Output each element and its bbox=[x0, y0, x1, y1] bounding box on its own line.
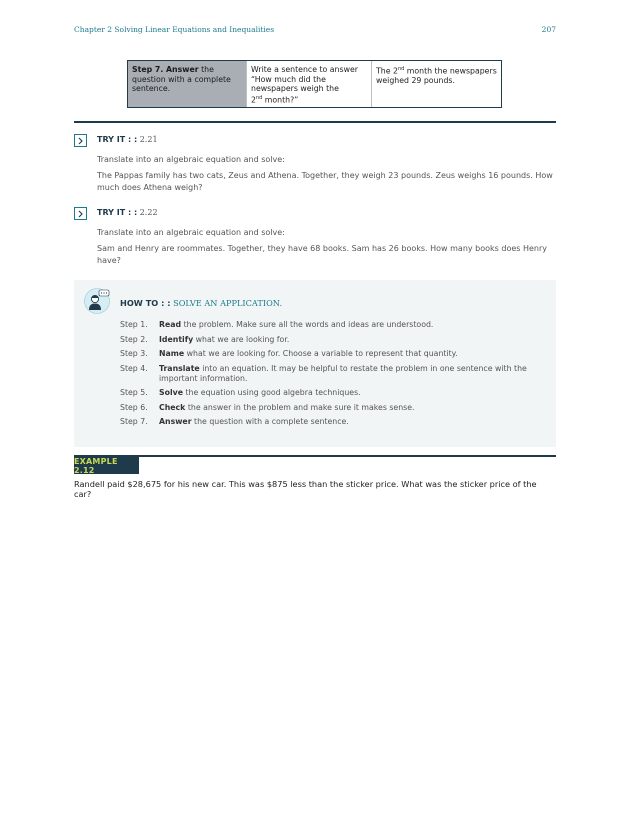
step-table bbox=[127, 60, 502, 108]
step-number: Step 7. bbox=[120, 417, 148, 426]
how-to-step bbox=[120, 403, 540, 413]
step-number: Step 6. bbox=[120, 402, 148, 412]
ordinal-number: 2 bbox=[392, 66, 398, 76]
try-it-instruction: Translate into an algebraic equation and solve: bbox=[97, 155, 285, 164]
try-it-label: TRY IT : : bbox=[97, 208, 138, 217]
ordinal-suffix: nd bbox=[397, 66, 405, 72]
try-it-problem: The Pappas family has two cats, Zeus and Athena. Together, they weigh 23 pounds. Zeus weighs 16 pounds. How much does Athena weigh? bbox=[97, 171, 553, 192]
how-to-box bbox=[74, 280, 556, 447]
page-header bbox=[74, 25, 556, 34]
how-to-step bbox=[120, 388, 540, 398]
chapter-title: Chapter 2 Solving Linear Equations and Inequalities bbox=[74, 25, 275, 34]
try-it-heading bbox=[97, 135, 158, 144]
step-description: into an equation. It may be helpful to restate the problem in one sentence with the important information. bbox=[159, 363, 527, 383]
ordinal-suffix: nd bbox=[255, 94, 263, 101]
step-table-instruction-cell bbox=[247, 61, 372, 107]
step-number: Step 1. bbox=[120, 320, 148, 329]
how-to-title: SOLVE AN APPLICATION. bbox=[173, 298, 283, 308]
step-number: Step 5. bbox=[120, 388, 148, 397]
step-keyword: Check bbox=[159, 402, 186, 412]
step-description: what we are looking for. Choose a variable to represent that quantity. bbox=[184, 349, 458, 358]
step-description: what we are looking for. bbox=[193, 334, 290, 344]
instruction-text: Write a sentence to answer “How much did the newspapers weigh the bbox=[251, 65, 358, 93]
example-problem: Randell paid $28,675 for his new car. This was $875 less than the sticker price. What was the sticker price of the car? bbox=[74, 479, 537, 499]
ordinal-number: 2 bbox=[251, 95, 256, 105]
answer-text: The bbox=[376, 66, 393, 76]
chevron-right-icon[interactable] bbox=[74, 134, 87, 147]
try-it-problem: Sam and Henry are roommates. Together, they have 68 books. Sam has 26 books. How many books does Henry have? bbox=[97, 244, 548, 265]
step-keyword: Name bbox=[159, 349, 185, 358]
step-keyword: Identify bbox=[159, 334, 194, 344]
how-to-heading bbox=[120, 298, 282, 308]
try-it-2-22 bbox=[74, 207, 556, 267]
step-keyword: Answer bbox=[159, 417, 192, 426]
step-description: the problem. Make sure all the words and ideas are understood. bbox=[181, 320, 434, 329]
try-it-number: 2.22 bbox=[139, 208, 158, 217]
step-number: Step 2. bbox=[120, 334, 148, 344]
step-number: Step 4. bbox=[120, 363, 148, 373]
step-label: Step 7. Answer bbox=[132, 65, 199, 74]
step-keyword: Solve bbox=[159, 388, 184, 397]
try-it-number: 2.21 bbox=[139, 135, 158, 144]
try-it-instruction: Translate into an algebraic equation and solve: bbox=[97, 228, 285, 237]
step-description: the equation using good algebra techniques. bbox=[183, 388, 361, 397]
step-keyword: Translate bbox=[159, 363, 200, 373]
step-description: the question with a complete sentence. bbox=[191, 417, 349, 426]
person-icon bbox=[84, 288, 110, 314]
try-it-2-21 bbox=[74, 134, 556, 194]
try-it-heading bbox=[97, 208, 158, 217]
step-table-answer-cell bbox=[372, 61, 501, 107]
instruction-text-end: month?” bbox=[262, 95, 299, 105]
how-to-step bbox=[120, 335, 540, 345]
how-to-step bbox=[120, 349, 540, 359]
step-number: Step 3. bbox=[120, 349, 148, 358]
step-text: the question with a complete sentence. bbox=[132, 65, 231, 93]
page-number: 207 bbox=[541, 25, 556, 34]
how-to-label: HOW TO : : bbox=[120, 298, 171, 308]
how-to-step bbox=[120, 320, 540, 330]
answer-text-end: month the newspapers weighed 29 pounds. bbox=[376, 66, 497, 86]
chevron-right-icon[interactable] bbox=[74, 207, 87, 220]
how-to-steps bbox=[120, 320, 540, 427]
step-table-step-cell bbox=[128, 61, 247, 107]
section-divider bbox=[74, 121, 556, 123]
step-description: the answer in the problem and make sure it makes sense. bbox=[185, 402, 415, 412]
how-to-step bbox=[120, 417, 540, 427]
step-keyword: Read bbox=[159, 320, 182, 329]
example-divider bbox=[74, 455, 556, 457]
how-to-step bbox=[120, 364, 540, 384]
example-label: EXAMPLE 2.12 bbox=[74, 457, 139, 474]
try-it-label: TRY IT : : bbox=[97, 135, 138, 144]
